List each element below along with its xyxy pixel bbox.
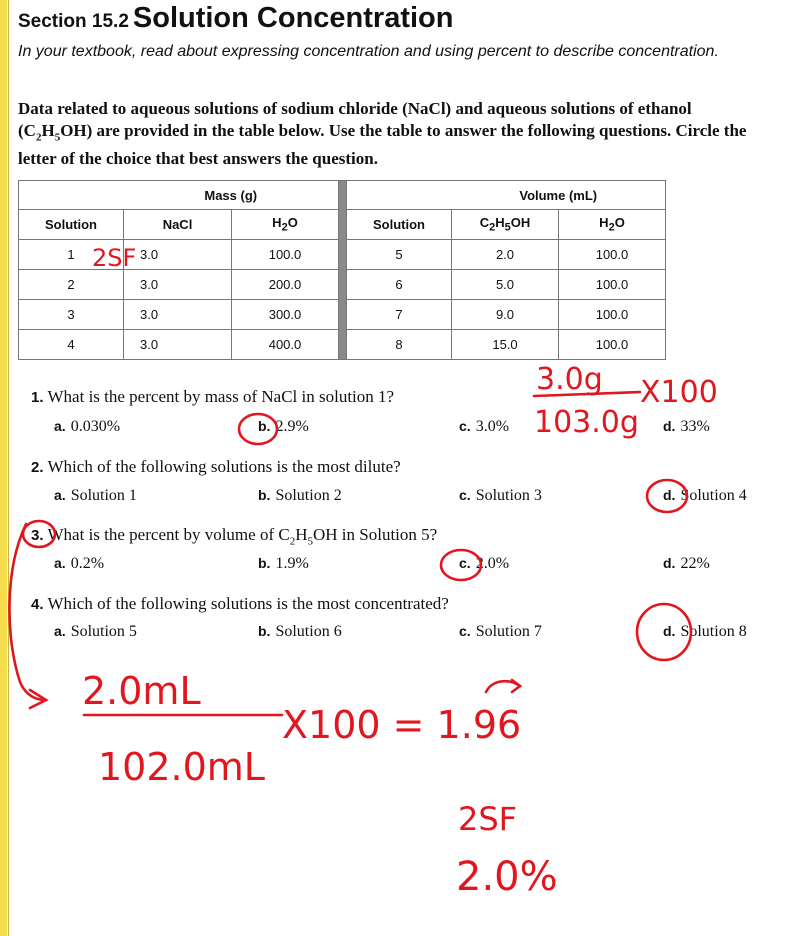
col-solution: Solution: [19, 210, 124, 240]
q2-option-d[interactable]: d. Solution 4: [663, 487, 747, 504]
table-row: 1 3.0 100.0 5 2.0 100.0: [19, 240, 666, 270]
col-water-volume: $H_2O$: [559, 210, 666, 240]
svg-text:2.0%: 2.0%: [456, 854, 558, 900]
col-ethanol: $C_2H_5OH$: [452, 210, 559, 240]
q4-option-c[interactable]: c. Solution 7: [459, 623, 542, 640]
q3-option-d[interactable]: d. 22%: [663, 555, 710, 572]
reading-instruction: In your textbook, read about expressing concentration and using percent to describe concentration.: [18, 43, 719, 60]
volume-group-header: Volume (mL): [452, 181, 666, 210]
q1-option-c[interactable]: c. 3.0%: [459, 418, 510, 435]
page-title: Solution Concentration: [132, 2, 454, 34]
q2-option-c[interactable]: c. Solution 3: [459, 487, 542, 504]
svg-text:102.0mL: 102.0mL: [98, 745, 265, 789]
q1-answer-circle: [239, 414, 277, 444]
q4-answer-circle: [637, 604, 691, 660]
q2-answer-circle: [647, 480, 687, 512]
table-row: 2 3.0 200.0 6 5.0 100.0: [19, 270, 666, 300]
question-3: 3. What is the percent by volume of $C_2H_5OH$ in Solution 5?: [31, 525, 438, 548]
svg-text:103.0g: 103.0g: [534, 405, 639, 440]
q3-number-circle: [23, 521, 55, 547]
question-4: 4. Which of the following solutions is the most concentrated?: [31, 594, 449, 613]
svg-text:2.0mL: 2.0mL: [82, 669, 201, 713]
svg-text:2SF: 2SF: [92, 244, 137, 272]
q3-option-b[interactable]: b. 1.9%: [258, 555, 309, 572]
q4-option-b[interactable]: b. Solution 6: [258, 623, 342, 640]
col-water-mass: $H_2O$: [232, 210, 339, 240]
col-solution-2: Solution: [347, 210, 452, 240]
work-arrow: [9, 524, 46, 700]
q4-option-a[interactable]: a. Solution 5: [54, 623, 137, 640]
q2-option-b[interactable]: b. Solution 2: [258, 487, 342, 504]
question-2: 2. Which of the following solutions is the most dilute?: [31, 457, 401, 476]
table-row: 4 3.0 400.0 8 15.0 100.0: [19, 330, 666, 360]
q1-option-a[interactable]: a. 0.030%: [54, 418, 121, 435]
question-1: 1. What is the percent by mass of NaCl in solution 1?: [31, 387, 395, 406]
table-row: 3 3.0 300.0 7 9.0 100.0: [19, 300, 666, 330]
q2-option-a[interactable]: a. Solution 1: [54, 487, 137, 504]
col-nacl: NaCl: [124, 210, 232, 240]
q4-option-d[interactable]: d. Solution 8: [663, 623, 747, 640]
q1-option-b[interactable]: b. 2.9%: [258, 418, 309, 435]
section-label: Section 15.2: [18, 11, 129, 32]
svg-text:X100 = 1.96: X100 = 1.96: [282, 703, 522, 747]
svg-text:2SF: 2SF: [458, 800, 518, 838]
svg-text:3.0g: 3.0g: [536, 362, 603, 397]
table-instructions: Data related to aqueous solutions of sodium chloride (NaCl) and aqueous solutions of ethanol $(C_2H_5OH)$ are provided in the table below. Use the table to answer the following questions. Circle the letter of the choice that best answers the question.: [18, 99, 747, 169]
svg-text:X100: X100: [640, 375, 718, 410]
q3-answer-circle: [441, 550, 481, 580]
q3-option-c[interactable]: c. 2.0%: [459, 555, 510, 572]
mass-group-header: Mass (g): [124, 181, 339, 210]
q3-option-a[interactable]: a. 0.2%: [54, 555, 105, 572]
q1-option-d[interactable]: d. 33%: [663, 418, 710, 435]
